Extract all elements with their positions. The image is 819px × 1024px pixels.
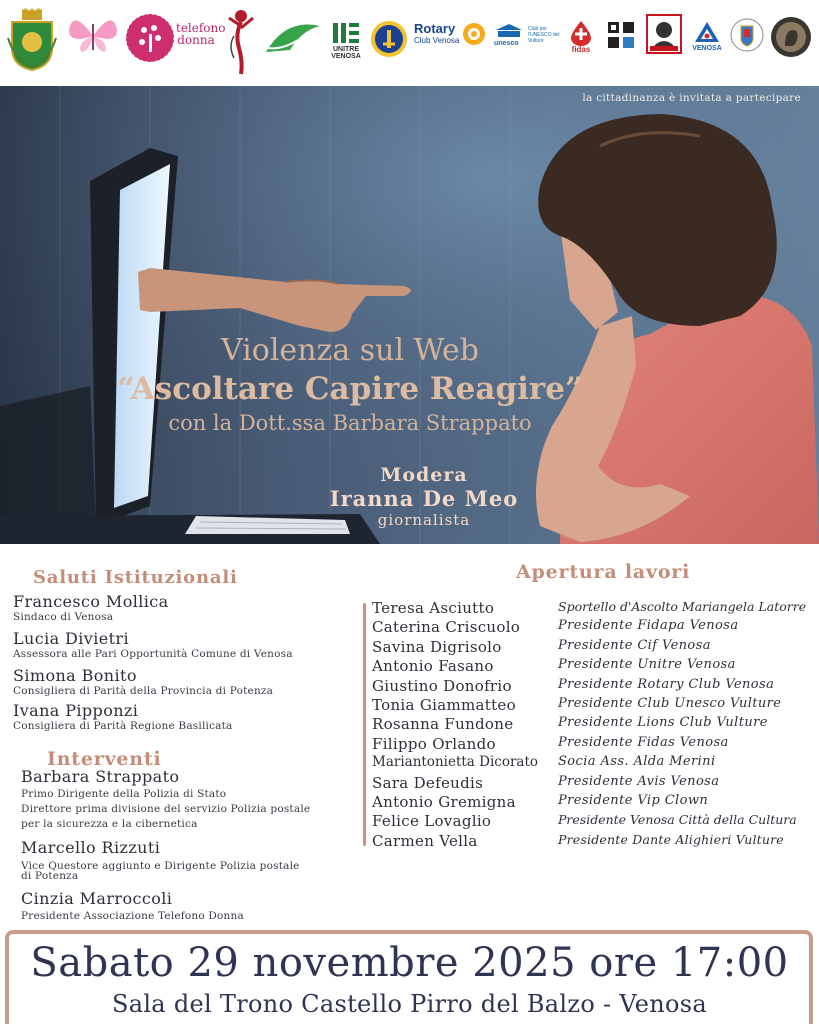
speaker-role: Presidente Vip Clown [558,792,709,808]
list-item [372,599,812,618]
saluti-person [13,701,233,733]
speaker-role: Presidente Rotary Club Venosa [558,676,775,692]
unesco-text: unesco [494,40,519,47]
dancing-figure-logo [224,6,258,76]
speaker-role: Presidente Fidapa Venosa [558,618,739,634]
person-role: Presidente Associazione Telefono Donna [21,910,244,922]
rotary-club-logo [414,18,488,54]
list-item [372,715,812,734]
person-role: Assessora alle Pari Opportunità Comune di Venosa [13,648,293,660]
avis-text: VENOSA [692,44,722,52]
fidas-text: fidas [571,45,591,54]
person-name: Lucia Divietri [13,629,129,648]
unitre-text: UNITRE [332,46,360,53]
speaker-role: Presidente Club Unesco Vulture [558,695,782,711]
list-item [372,638,812,657]
person-name: Cinzia Marroccoli [21,889,173,908]
saluti-person [13,592,169,624]
speaker-name: Antonio Fasano [372,657,494,676]
person-role: Consigliera di Parità della Provincia di Potenza [13,685,274,697]
venosa-city-crest-logo [730,16,764,54]
person-role: Direttore prima divisione del servizio Polizia postale [21,803,311,815]
person-role: Sindaco di Venosa [13,611,114,623]
speaker-role: Presidente Lions Club Vulture [558,715,768,731]
person-role: Vice Questore aggiunto e Dirigente Polizia postale [21,860,300,872]
saluti-person [13,629,293,661]
list-item [372,618,812,637]
speaker-role: Socia Ass. Alda Merini [558,754,716,770]
list-item [372,735,812,754]
apertura-list [372,599,812,851]
unitre-logo [328,18,364,64]
telefono-donna-text: telefono donna [176,21,226,47]
butterfly-logo [66,14,120,58]
speaker-role: Presidente Avis Venosa [558,773,720,789]
venosa-crest-logo [6,8,58,72]
alda-merini-logo [646,14,682,54]
list-item [372,774,812,793]
speaker-role: Sportello d'Ascolto Mariangela Latorre [558,599,807,614]
list-item [372,657,812,676]
section-divider [363,603,366,846]
person-name: Simona Bonito [13,666,137,685]
telefono-donna-logo [124,10,226,68]
moderator-role: giornalista [377,511,471,529]
list-item [372,812,812,831]
saluti-heading: Saluti Istituzionali [33,567,238,588]
event-title: Violenza sul Web [221,333,479,368]
person-role: Primo Dirigente della Polizia di Stato [21,788,227,800]
unesco-club-logo [494,24,558,52]
speaker-name: Rosanna Fundone [372,715,514,734]
event-date-time: Sabato 29 novembre 2025 ore 17:00 [30,940,789,986]
interventi-person [21,889,244,923]
unitre-city-text: VENOSA [331,53,361,60]
speaker-name: Tonia Giammatteo [372,695,516,714]
person-role: per la sicurezza e la cibernetica [21,818,198,830]
lions-club-logo [370,20,408,58]
event-speaker-line: con la Dott.ssa Barbara Strappato [168,411,532,435]
speaker-name: Mariantonietta Dicorato [372,754,539,771]
list-item [372,754,812,773]
unesco-club-text: Club per l'UNESCO del Vulture [528,26,560,44]
saluti-person [13,666,273,698]
speaker-name: Sara Defeudis [372,773,484,792]
list-item [372,696,812,715]
speaker-name: Antonio Gremigna [372,792,516,811]
person-name: Barbara Strappato [21,767,180,786]
person-name: Ivana Pipponzi [13,701,139,720]
avis-logo [690,18,724,54]
dante-logo [604,18,638,52]
list-item [372,832,812,851]
speaker-name: Felice Lovaglio [372,812,492,831]
event-venue: Sala del Trono Castello Pirro del Balzo - Venosa [111,990,708,1018]
person-role: di Potenza [21,870,79,882]
sponsor-logo-bar [0,0,819,84]
rotary-text: Rotary [414,21,456,36]
speaker-role: Presidente Cif Venosa [558,637,711,653]
apertura-heading: Apertura lavori [516,561,691,583]
speaker-name: Savina Digrisolo [372,637,502,656]
list-item [372,677,812,696]
speaker-role: Presidente Fidas Venosa [558,734,729,750]
speaker-role: Presidente Venosa Città della Cultura [558,812,797,828]
green-leaf-logo [262,22,322,58]
speaker-name: Teresa Asciutto [372,599,495,617]
interventi-heading: Interventi [47,748,162,770]
speaker-name: Filippo Orlando [372,734,496,753]
speaker-name: Giustino Donofrio [372,676,512,695]
event-subtitle: “Ascoltare Capire Reagire” [117,371,583,407]
moderator-label: Modera [380,464,468,486]
speaker-role: Presidente Unitre Venosa [558,657,736,673]
moderator-name: Iranna De Meo [329,486,519,511]
hero-banner [0,86,819,544]
dante-alighieri-medallion-logo [770,16,812,58]
fidas-logo [566,18,596,56]
speaker-name: Carmen Vella [372,831,478,850]
interventi-person [21,767,310,831]
speaker-role: Presidente Dante Alighieri Vulture [558,831,784,847]
person-name: Marcello Rizzuti [21,838,161,857]
speaker-name: Caterina Criscuolo [372,618,521,637]
rotary-club-text: Club Venosa [414,36,460,45]
interventi-person [21,838,300,881]
person-name: Francesco Mollica [13,592,169,611]
list-item [372,793,812,812]
invitation-note: la cittadinanza è invitata a partecipare [582,92,801,104]
person-role: Consigliera di Parità Regione Basilicata [13,720,233,732]
